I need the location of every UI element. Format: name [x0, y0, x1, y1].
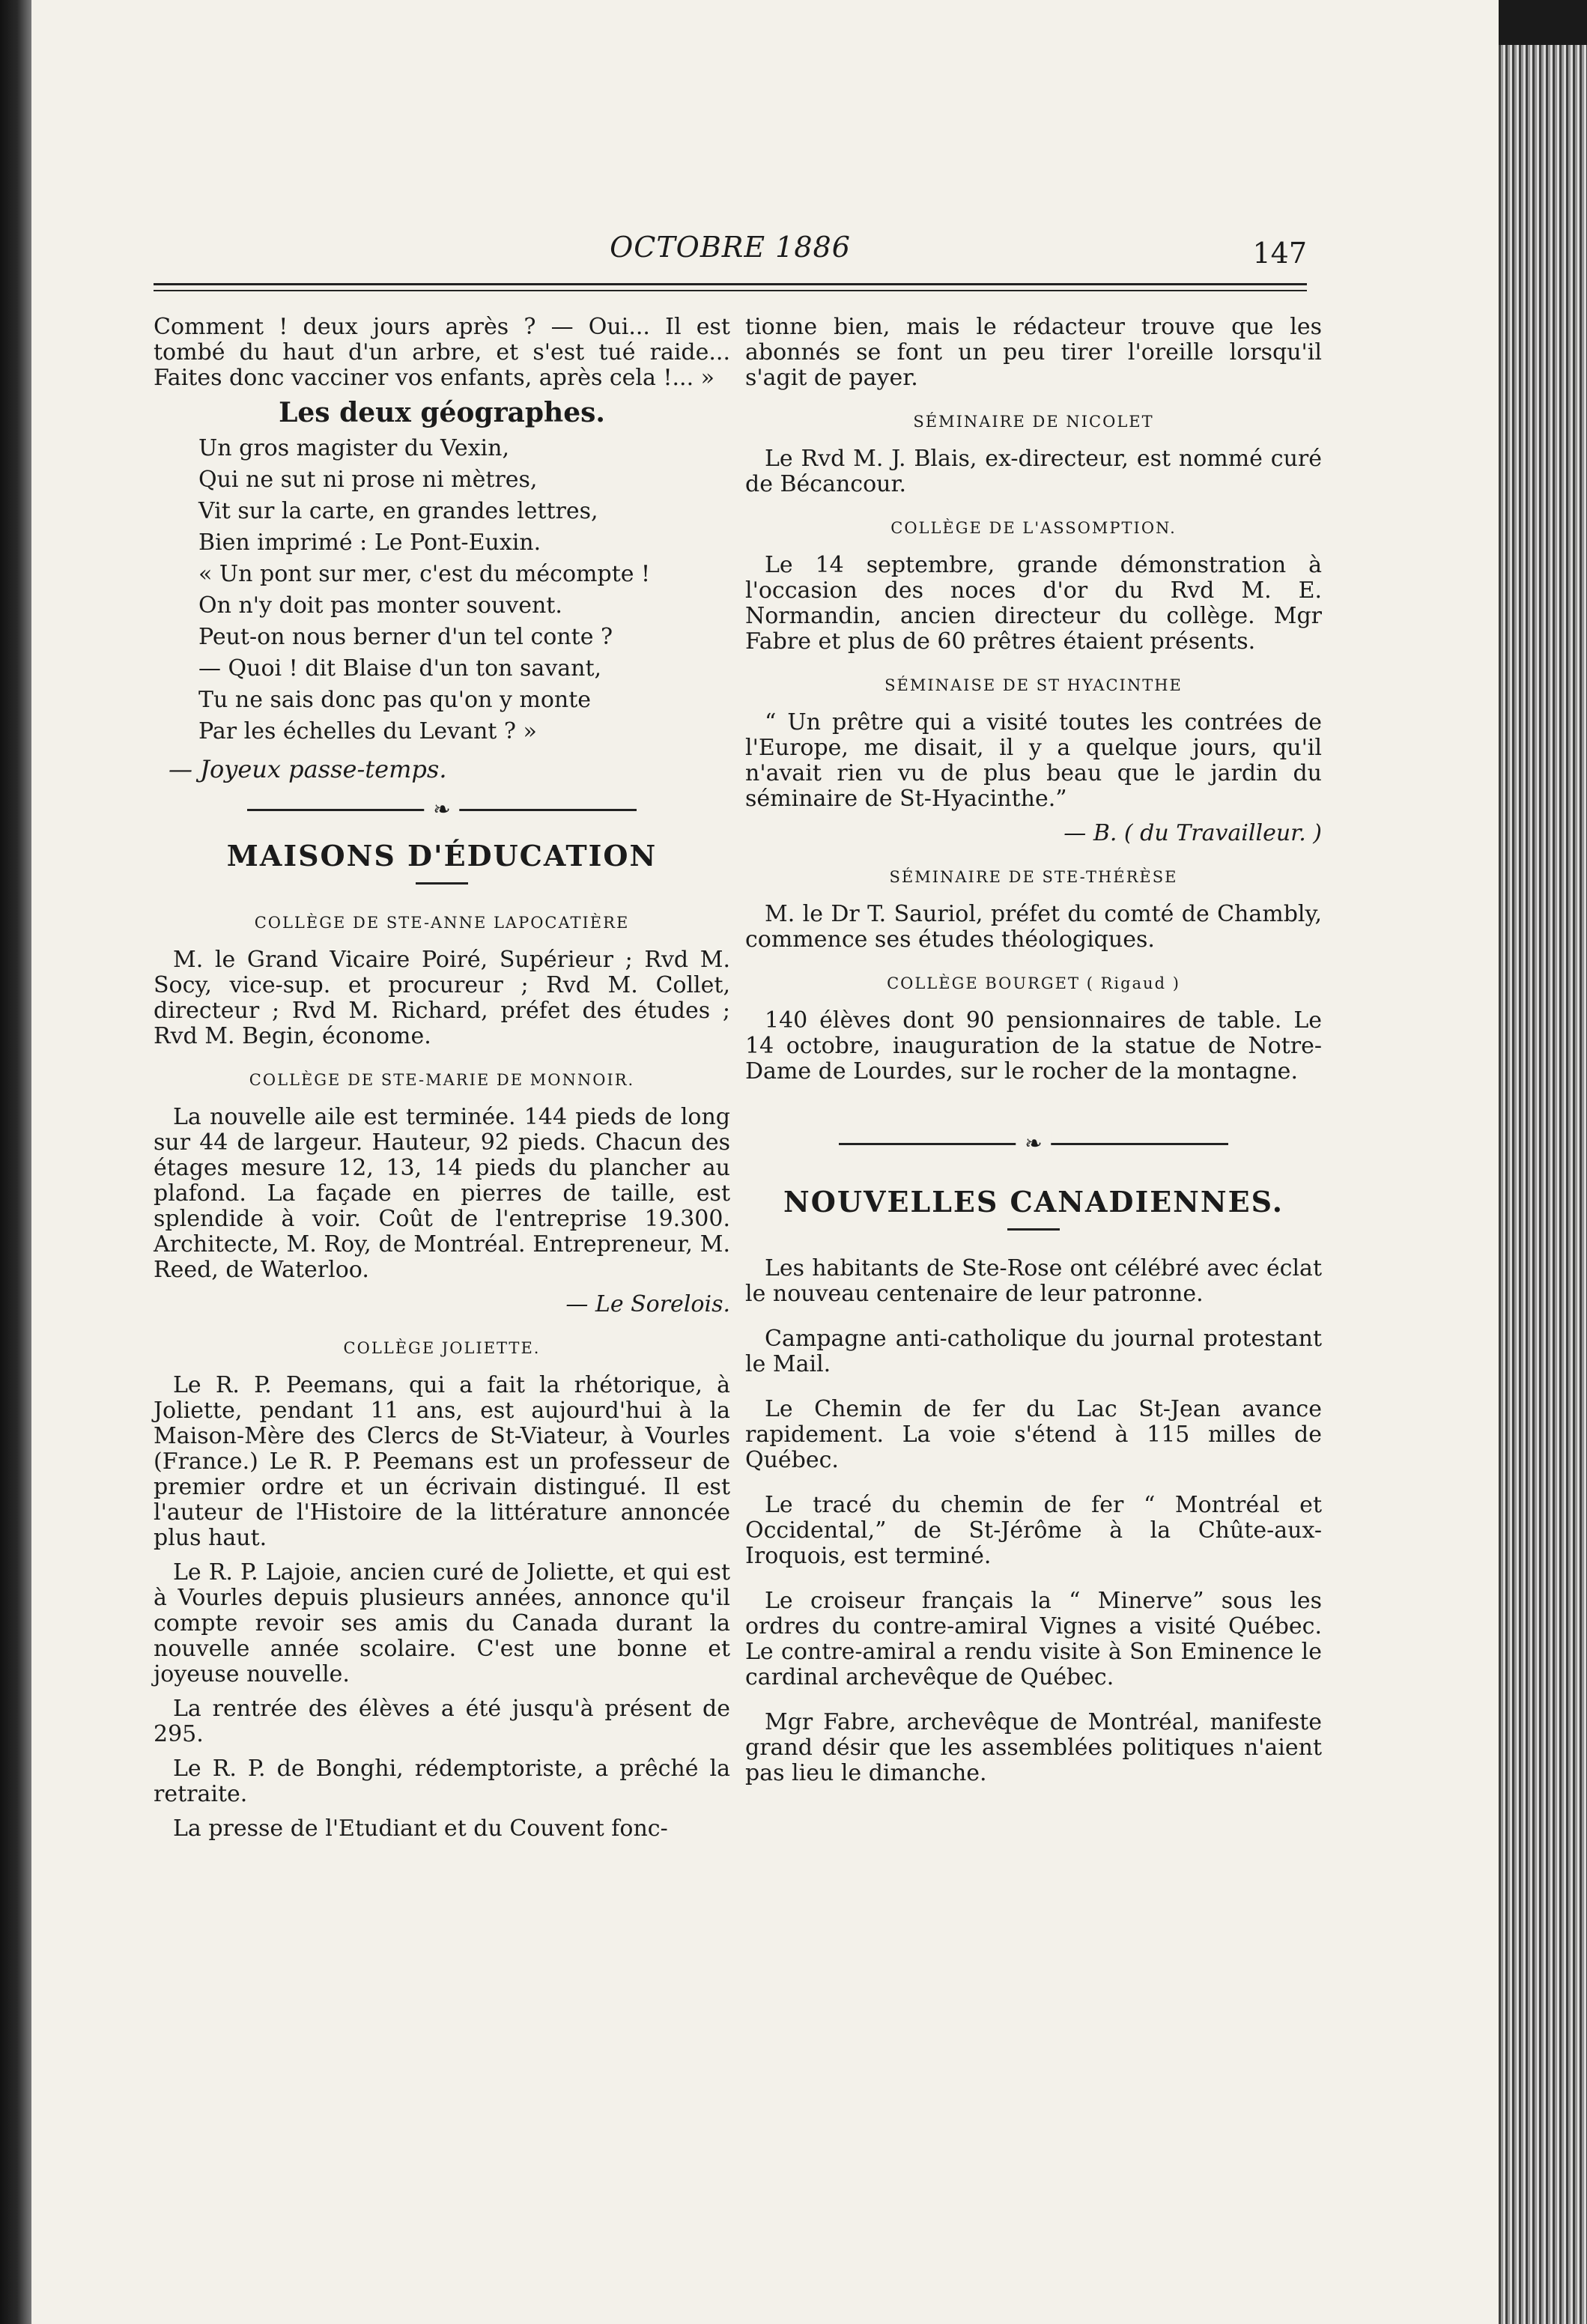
continued-paragraph: tionne bien, mais le rédacteur trouve que les abonnés se font un peu tirer l'oreille lorsqu'il s'agit de payer.: [745, 314, 1322, 391]
article-paragraph: La presse de l'Etudiant et du Couvent fonc-: [173, 1815, 668, 1842]
poem-line: « Un pont sur mer, c'est du mécompte !: [198, 561, 651, 587]
page-spine-left: [0, 0, 31, 2324]
subheading: COLLÈGE DE STE-ANNE LAPOCATIÈRE: [254, 914, 630, 932]
subheading: SÉMINAISE DE ST HYACINTHE: [884, 676, 1183, 694]
article-paragraph: La nouvelle aile est terminée. 144 pieds de long sur 44 de largeur. Hauteur, 92 pieds. Chacun des étages mesure 12, 13, 14 pieds du plancher au plafond. La façade en pierres de taille, est splendide à voir. Coût de l'entreprise 19.300. Architecte, M. Roy, de Montréal. Entrepreneur, M. Reed, de Waterloo.: [154, 1104, 730, 1283]
article-paragraph: 140 élèves dont 90 pensionnaires de table. Le 14 octobre, inauguration de la statue de Notre-Dame de Lourdes, sur le rocher de la montagne.: [745, 1007, 1322, 1084]
subheading: SÉMINAIRE DE NICOLET: [913, 413, 1154, 431]
news-item: Campagne anti-catholique du journal protestant le Mail.: [745, 1326, 1322, 1377]
header-rule: [154, 283, 1307, 291]
poem-line: On n'y doit pas monter souvent.: [198, 592, 562, 619]
news-item: Le tracé du chemin de fer “ Montréal et Occidental,” de St-Jérôme à la Chûte-aux-Iroquois, est terminé.: [745, 1492, 1322, 1569]
page-header: [154, 231, 1307, 276]
intro-paragraph: Comment ! deux jours après ? — Oui... Il est tombé du haut d'un arbre, et s'est tué raide... Faites donc vacciner vos enfants, après cela !... »: [154, 314, 730, 391]
ornament-divider: [839, 1129, 1228, 1159]
header-month: OCTOBRE 1886: [610, 231, 851, 264]
ornament-glyph-icon: ❧: [424, 797, 459, 822]
article-paragraph: Le Rvd M. J. Blais, ex-directeur, est nommé curé de Bécancour.: [745, 446, 1322, 497]
poem-line: Un gros magister du Vexin,: [198, 435, 509, 461]
article-attribution: — Le Sorelois.: [565, 1291, 730, 1317]
poem-line: Par les échelles du Levant ? »: [198, 718, 537, 744]
page-edge-right: [1499, 45, 1587, 2324]
article-paragraph: M. le Dr T. Sauriol, préfet du comté de Chambly, commence ses études théologiques.: [745, 901, 1322, 953]
news-item: Mgr Fabre, archevêque de Montréal, manifeste grand désir que les assemblées politiques n'aient pas lieu le dimanche.: [745, 1709, 1322, 1786]
article-paragraph: Le R. P. Peemans, qui a fait la rhétorique, à Joliette, pendant 11 ans, est aujourd'hui à la Maison-Mère des Clercs de St-Viateur, à Vourles (France.) Le R. P. Peemans est un professeur de premier ordre et un écrivain distingué. Il est l'auteur de l'Histoire de la littérature annoncée plus haut.: [154, 1372, 730, 1551]
page-edge-right-top: [1499, 0, 1587, 45]
right-column: [745, 315, 1322, 1806]
ornament-divider: [247, 795, 637, 825]
news-item: Le Chemin de fer du Lac St-Jean avance rapidement. La voie s'étend à 115 milles de Québec.: [745, 1396, 1322, 1473]
poem-attribution: — Joyeux passe-temps.: [169, 755, 447, 783]
poem-line: Vit sur la carte, en grandes lettres,: [198, 498, 598, 524]
short-rule: [1007, 1228, 1060, 1231]
poem-line: Qui ne sut ni prose ni mètres,: [198, 467, 538, 493]
article-paragraph: La rentrée des élèves a été jusqu'à présent de 295.: [154, 1696, 730, 1747]
subheading: COLLÈGE DE L'ASSOMPTION.: [890, 519, 1177, 537]
left-column: [154, 315, 730, 1851]
news-item: Le croiseur français la “ Minerve” sous les ordres du contre-amiral Vignes a visité Québec. Le contre-amiral a rendu visite à Son Eminence le cardinal archevêque de Québec.: [745, 1588, 1322, 1690]
poem-title: Les deux géographes.: [279, 397, 605, 428]
page-number: 147: [1252, 237, 1307, 270]
subheading: COLLÈGE BOURGET ( Rigaud ): [887, 974, 1180, 992]
article-paragraph: Le R. P. de Bonghi, rédemptoriste, a prêché la retraite.: [154, 1756, 730, 1807]
poem-line: — Quoi ! dit Blaise d'un ton savant,: [198, 655, 602, 682]
poem: [198, 433, 730, 747]
short-rule: [416, 882, 468, 885]
article-paragraph: M. le Grand Vicaire Poiré, Supérieur ; Rvd M. Socy, vice-sup. et procureur ; Rvd M. Collet, directeur ; Rvd M. Richard, préfet des études ; Rvd M. Begin, économe.: [154, 947, 730, 1049]
subheading: COLLÈGE DE STE-MARIE DE MONNOIR.: [249, 1071, 635, 1089]
ornament-glyph-icon: ❧: [1016, 1131, 1051, 1156]
poem-line: Peut-on nous berner d'un tel conte ?: [198, 624, 613, 650]
poem-line: Bien imprimé : Le Pont-Euxin.: [198, 530, 541, 556]
section-title-nouvelles: NOUVELLES CANADIENNES.: [783, 1185, 1284, 1219]
poem-line: Tu ne sais donc pas qu'on y monte: [198, 687, 592, 713]
article-paragraph: Le 14 septembre, grande démonstration à l'occasion des noces d'or du Rvd M. E. Normandin, ancien directeur du collège. Mgr Fabre et plus de 60 prêtres étaient présents.: [745, 552, 1322, 655]
article-paragraph: “ Un prêtre qui a visité toutes les contrées de l'Europe, me disait, il y a quelque jours, qu'il n'avait rien vu de plus beau que le jardin du séminaire de St-Hyacinthe.”: [745, 709, 1322, 812]
subheading: SÉMINAIRE DE STE-THÉRÈSE: [889, 868, 1178, 886]
section-title-maisons: MAISONS D'ÉDUCATION: [226, 839, 658, 873]
article-attribution: — B. ( du Travailleur. ): [1063, 820, 1322, 846]
article-paragraph: Le R. P. Lajoie, ancien curé de Joliette, et qui est à Vourles depuis plusieurs années, annonce qu'il compte revoir ses amis du Canada durant la nouvelle année scolaire. C'est une bonne et joyeuse nouvelle.: [154, 1559, 730, 1687]
news-item: Les habitants de Ste-Rose ont célébré avec éclat le nouveau centenaire de leur patronne.: [745, 1255, 1322, 1307]
subheading: COLLÈGE JOLIETTE.: [343, 1339, 541, 1357]
